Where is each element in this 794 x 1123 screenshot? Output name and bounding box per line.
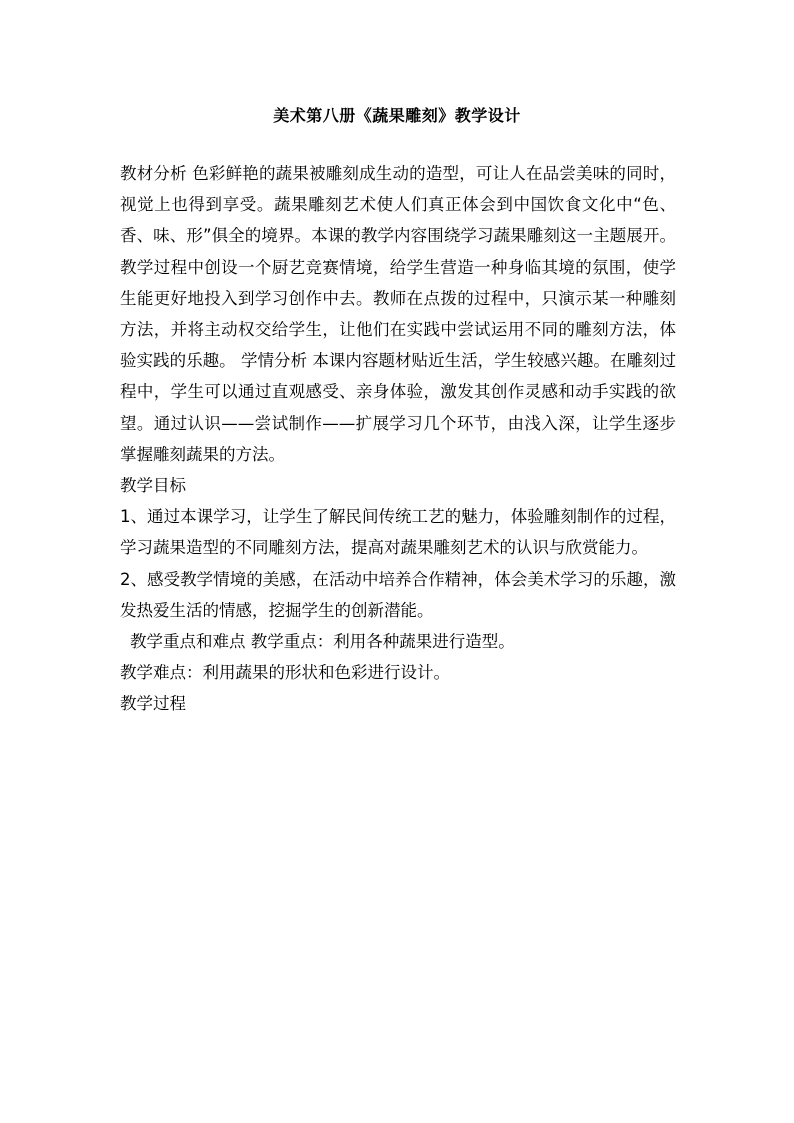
objective-item-1: 1、通过本课学习，让学生了解民间传统工艺的魅力，体验雕刻制作的过程，学习蔬果造型的不同雕刻方法，提高对蔬果雕刻艺术的认识与欣赏能力。: [120, 507, 676, 558]
paragraph-key-points: 教学重点和难点 教学重点：利用各种蔬果进行造型。: [130, 632, 515, 652]
objective-item-2: 2、感受教学情境的美感，在活动中培养合作精神，体会美术学习的乐趣，激发热爱生活的情感，挖掘学生的创新潜能。: [120, 569, 676, 620]
heading-teaching-objectives: 教学目标: [120, 476, 186, 496]
paragraph-textbook-analysis: 教材分析 色彩鲜艳的蔬果被雕刻成生动的造型，可让人在品尝美味的同时，视觉上也得到享受。蔬果雕刻艺术使人们真正体会到中国饮食文化中“色、香、味、形”俱全的境界。本课的教学内容围绕学习蔬果雕刻这一主题展开。教学过程中创设一个厨艺竞赛情境，给学生营造一种身临其境的氛围，使学生能更好地投入到学习创作中去。教师在点拨的过程中，只演示某一种雕刻方法，并将主动权交给学生，让他们在实践中尝试运用不同的雕刻方法，体验实践的乐趣。 学情分析 本课内容题材贴近生活，学生较感兴趣。在雕刻过程中，学生可以通过直观感受、亲身体验，激发其创作灵感和动手实践的欲望。通过认识——尝试制作——扩展学习几个环节，由浅入深，让学生逐步掌握雕刻蔬果的方法。: [120, 164, 676, 464]
document-title: 美术第八册《蔬果雕刻》教学设计: [273, 106, 521, 125]
heading-teaching-process: 教学过程: [120, 694, 186, 714]
document-body: [120, 158, 676, 720]
paragraph-difficult-points: 教学难点：利用蔬果的形状和色彩进行设计。: [120, 663, 450, 683]
